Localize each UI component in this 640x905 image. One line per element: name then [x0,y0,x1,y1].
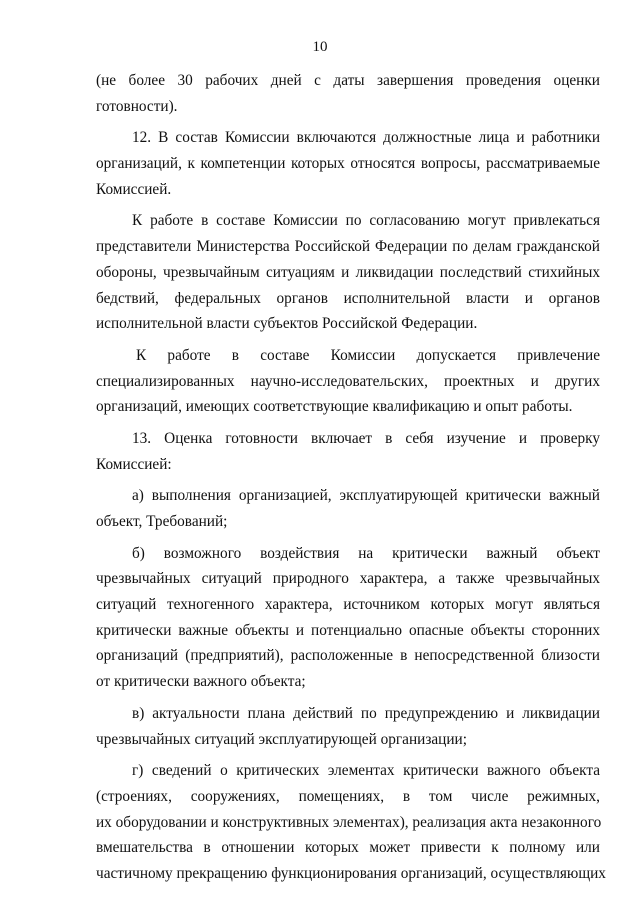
text-line: К работе в составе Комиссии допускается привлечение [136,346,600,364]
text-line: (строениях, сооружениях, помещениях, в том числе режимных, [96,787,600,805]
text-line: чрезвычайных ситуаций природного характера, а также чрезвычайных [96,570,600,588]
text-line: бедствий, федеральных органов исполнительной власти и органов [96,289,600,307]
text-line: ситуаций техногенного характера, источником которых могут являться [96,596,600,614]
text-line: (не более 30 рабочих дней с даты завершения проведения оценки [96,72,600,89]
text-line: их оборудовании и конструктивных элементах), реализация акта незаконного [96,813,602,831]
text-line: объект, Требований; [96,513,228,530]
document-body [96,68,606,887]
text-line: Комиссией. [96,180,172,198]
text-line: частичному прекращению функционирования организаций, осуществляющих [96,864,606,882]
text-line: представители Министерства Российской Федерации по делам гражданской [96,238,600,256]
text-line: К работе в составе Комиссии по согласованию могут привлекаться [132,212,600,230]
text-line: в) актуальности плана действий по предупреждению и ликвидации [132,704,600,722]
text-line: чрезвычайных ситуаций эксплуатирующей организации; [96,730,467,748]
text-line: б) возможного воздействия на критически важный объект [132,544,600,562]
text-line: организаций, к компетенции которых относятся вопросы, рассматриваемые [96,155,600,173]
text-line: критически важные объекты и потенциально опасные объекты сторонних [96,621,600,639]
text-line: готовности). [96,97,178,115]
page-number: 10 [312,39,328,55]
text-line: а) выполнения организацией, эксплуатирующей критически важный [132,487,600,505]
text-line: исполнительной власти субъектов Российской Федерации. [96,315,478,333]
text-line: 12. В состав Комиссии включаются должностные лица и работники [132,129,600,147]
text-line: Комиссией: [96,455,172,473]
text-line: вмешательства в отношении которых может привести к полному или [96,839,600,857]
text-line: г) сведений о критических элементах критически важного объекта [132,762,600,780]
text-line: от критически важного объекта; [96,673,306,691]
text-line: обороны, чрезвычайным ситуациям и ликвидации последствий стихийных [96,263,600,281]
text-line: 13. Оценка готовности включает в себя изучение и проверку [132,429,600,447]
text-line: специализированных научно-исследовательских, проектных и других [96,372,600,390]
text-line: организаций (предприятий), расположенные в непосредственной близости [96,647,600,665]
text-line: организаций, имеющих соответствующие квалификацию и опыт работы. [96,398,573,416]
